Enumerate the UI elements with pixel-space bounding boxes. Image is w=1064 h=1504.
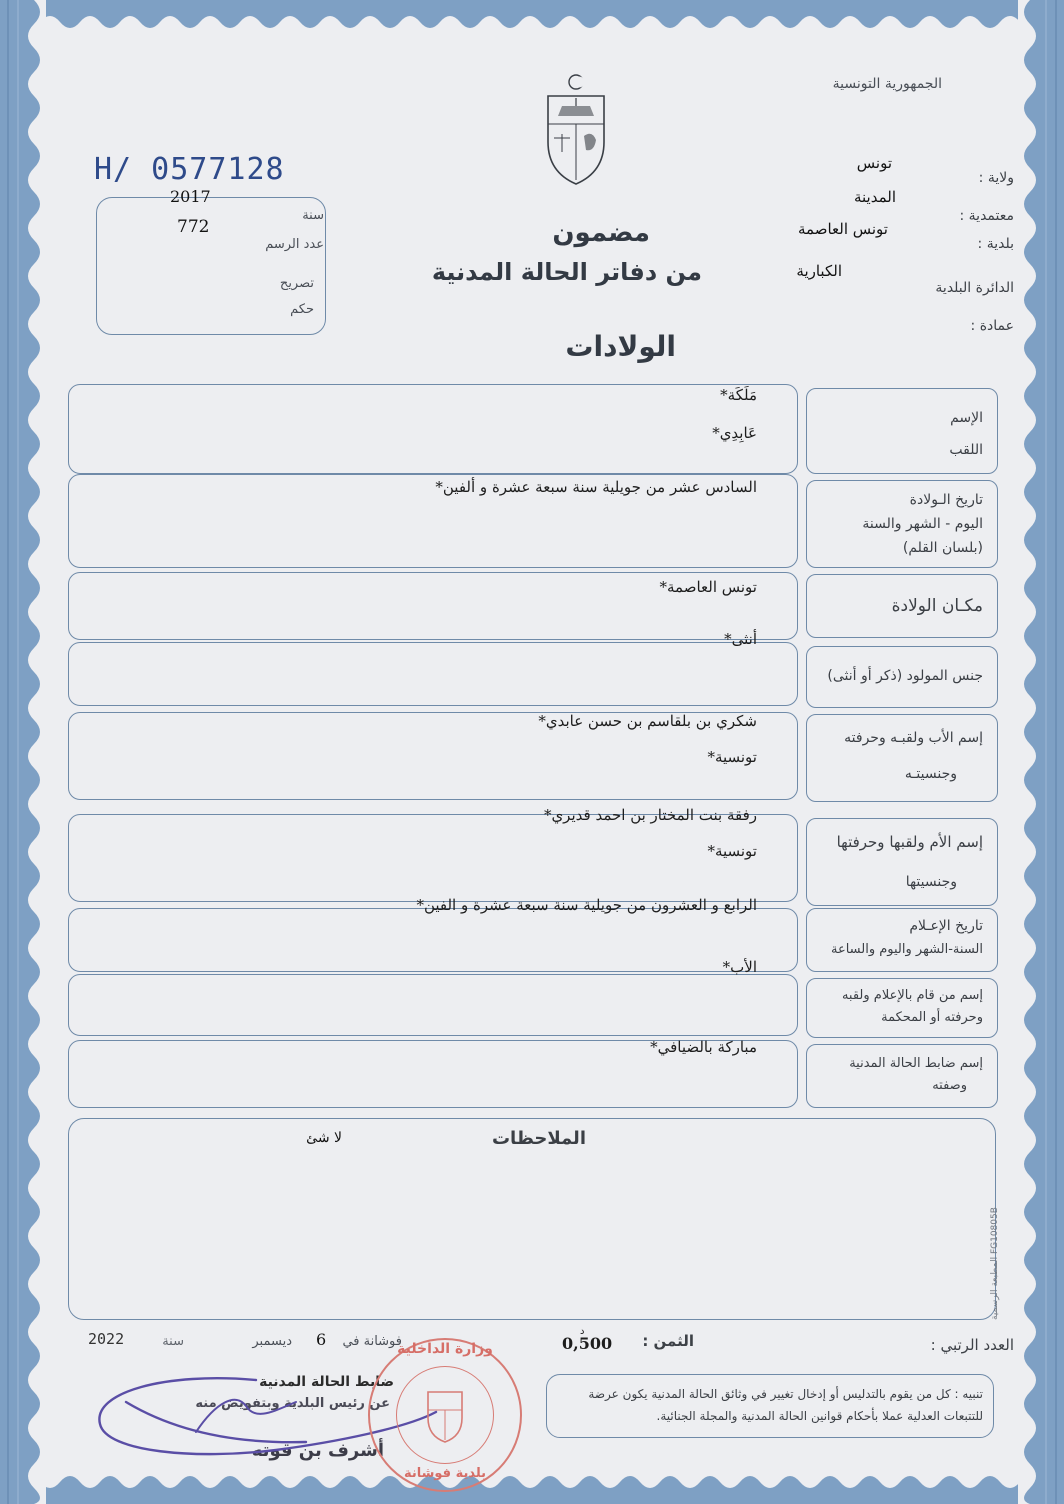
value-first-name: مَلَكَة* (720, 386, 757, 404)
label-state: ولاية : (978, 170, 1014, 186)
warning-box (546, 1374, 994, 1438)
field-box-name (68, 384, 798, 474)
value-declarant: الأب* (722, 958, 757, 976)
value-surname: عَابِدِي* (712, 424, 757, 442)
label-mother-nationality: وجنسيتها (905, 874, 957, 890)
label-sector: عمادة : (970, 318, 1014, 334)
official-stamp (368, 1338, 522, 1492)
label-box-declarant (806, 978, 998, 1038)
section-title-births: الولادات (565, 330, 676, 363)
label-mother: إسم الأم ولقبها وحرفتها (836, 833, 983, 851)
label-declaration-date-format: السنة-الشهر واليوم والساعة (830, 942, 983, 957)
value-birth-date: السادس عشر من جويلية سنة سبعة عشرة و ألفين* (435, 478, 757, 496)
guilloche-border-top (0, 0, 1064, 30)
value-gender: أنثى* (724, 630, 757, 648)
value-birth-place: تونس العاصمة* (659, 578, 757, 596)
label-birth-date: تاريخ الـولادة (909, 492, 983, 508)
label-box-mother (806, 818, 998, 906)
label-father: إسم الأب ولقبـه وحرفته (844, 730, 983, 746)
value-municipality: تونس العاصمة (798, 220, 888, 238)
label-box-birth-place (806, 574, 998, 638)
republic-label: الجمهورية التونسية (832, 76, 942, 92)
stamp-ministry-text: وزارة الداخلية (397, 1341, 493, 1357)
label-box-father (806, 714, 998, 802)
issue-year: 2022 (88, 1330, 125, 1348)
label-box-gender (806, 646, 998, 708)
label-box-birth-date (806, 480, 998, 568)
value-father-nationality: تونسية* (707, 748, 757, 766)
officer-signature-title: ضابط الحالة المدنية (259, 1374, 394, 1390)
title-registry: من دفاتر الحالة المدنية (431, 258, 702, 286)
label-municipality: بلدية : (977, 236, 1014, 252)
guilloche-border-right (1018, 0, 1064, 1504)
issue-year-label: سنة (162, 1334, 184, 1349)
label-judgment: حكم (290, 302, 314, 317)
label-declarant-profession: وحرفته أو المحكمة (881, 1010, 983, 1025)
registration-year: 2017 (170, 187, 211, 206)
officer-signature-name: أشرف بن قوته (251, 1440, 384, 1461)
value-declaration-date: الرابع و العشرون من جويلية سنة سبعة عشرة و الفين* (416, 896, 757, 914)
remarks-value: لا شئ (306, 1130, 342, 1146)
label-birth-date-format: اليوم - الشهر والسنة (862, 516, 983, 532)
value-state: تونس (856, 154, 892, 172)
issue-day: 6 (316, 1330, 327, 1349)
issue-month: ديسمبر (252, 1334, 292, 1349)
stamp-city-text: بلدية فوشانة (403, 1466, 487, 1481)
serial-number: H/ 0577128 (94, 152, 285, 187)
label-gender: جنس المولود (ذكر أو أنثى) (827, 668, 983, 684)
value-delegation: المدينة (853, 188, 896, 206)
stamp-emblem-icon (420, 1384, 470, 1444)
label-father-nationality: وجنسيتـه (904, 766, 957, 782)
value-mother: رفقة بنت المختار بن احمد قديري* (543, 806, 757, 824)
label-declarant: إسم من قام بالإعلام ولقبه (841, 988, 983, 1003)
issue-place: فوشانة في (342, 1334, 402, 1349)
value-father: شكري بن بلقاسم بن حسن عابدي* (538, 712, 757, 730)
title-excerpt: مضمون (552, 218, 650, 248)
field-box-declarant (68, 974, 798, 1036)
field-box-mother (68, 814, 798, 902)
price-value: 0,500 (562, 1334, 613, 1353)
label-birth-place: مكـان الولادة (891, 596, 983, 616)
field-box-gender (68, 642, 798, 706)
label-officer-title: وصفته (932, 1078, 967, 1093)
label-price: الثمن : (642, 1332, 694, 1350)
officer-signature-delegate: عن رئيس البلدية وبتفويض منه (195, 1396, 390, 1411)
label-box-name (806, 388, 998, 474)
label-delegation: معتمدية : (959, 208, 1014, 224)
warning-text: تنبيه : كل من يقوم بالتدليس أو إدخال تغيير في وثائق الحالة المدنية يكون عرضة للتتبعات العدلية عملا بأحكام قوانين الحالة المدنية والمجلة الجنائية. (588, 1387, 983, 1423)
label-birth-date-words: (بلسان القلم) (902, 540, 983, 556)
price-unit: د (580, 1326, 585, 1337)
coat-of-arms-icon (536, 72, 616, 188)
label-district: الدائرة البلدية (935, 280, 1014, 296)
label-year: سنة (302, 208, 324, 223)
registration-number: 772 (177, 217, 210, 237)
label-fee-number: عدد الرسم (265, 237, 324, 252)
label-surname: اللقب (949, 442, 983, 458)
label-officer: إسم ضابط الحالة المدنية (849, 1056, 983, 1071)
guilloche-border-left (0, 0, 46, 1504)
printer-mark: المطبعة الرسمية FG10805B (990, 1207, 1000, 1320)
label-box-officer (806, 1044, 998, 1108)
value-officer: مباركة بالضيافي* (650, 1038, 757, 1056)
field-box-declaration-date (68, 908, 798, 972)
remarks-label: الملاحظات (491, 1128, 586, 1149)
label-declaration: تصريح (279, 276, 314, 291)
label-serial-number: العدد الرتبي : (930, 1336, 1014, 1354)
label-first-name: الإسم (950, 410, 983, 426)
value-mother-nationality: تونسية* (707, 842, 757, 860)
value-district: الكبارية (796, 262, 842, 280)
label-box-declaration-date (806, 908, 998, 972)
guilloche-border-bottom (0, 1474, 1064, 1504)
label-declaration-date: تاريخ الإعـلام (909, 918, 983, 934)
